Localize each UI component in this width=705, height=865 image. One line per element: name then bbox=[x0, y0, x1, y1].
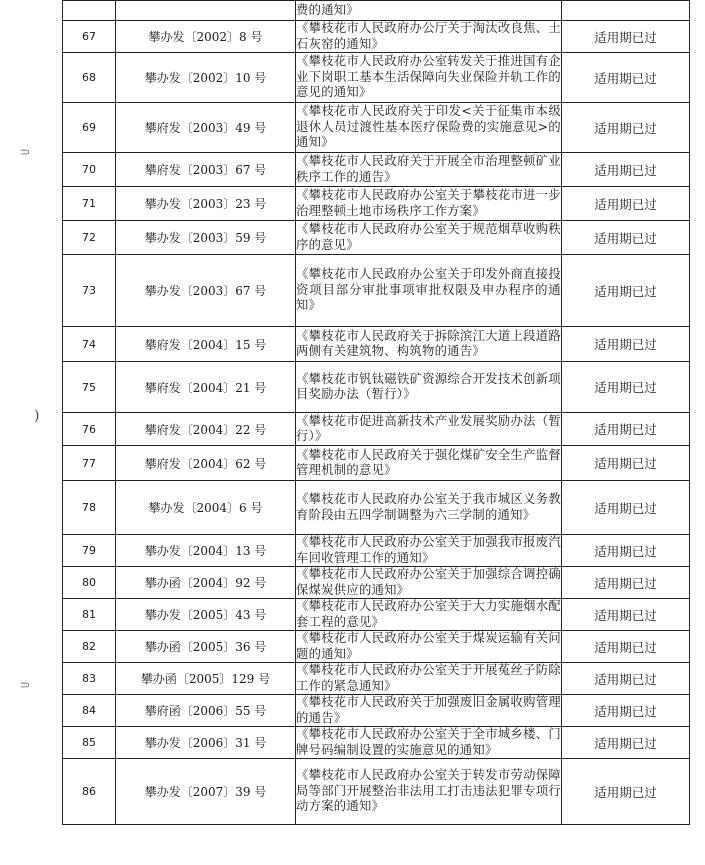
status-cell: 适用期已过 bbox=[562, 103, 690, 153]
doc-title: 《攀枝花市人民政府关于强化煤矿安全生产监督管理机制的意见》 bbox=[296, 446, 562, 481]
doc-title: 《攀枝花市人民政府办公室关于我市城区义务教育阶段由五四学制调整为六三学制的通知》 bbox=[296, 481, 562, 535]
doc-number: 攀办发〔2005〕43 号 bbox=[116, 599, 296, 631]
status-cell: 适用期已过 bbox=[562, 21, 690, 53]
row-number: 77 bbox=[63, 446, 116, 481]
doc-number: 攀办发〔2003〕67 号 bbox=[116, 255, 296, 327]
table-row bbox=[63, 663, 690, 695]
binding-mark-icon: ⸧ bbox=[18, 145, 32, 161]
doc-number: 攀府发〔2004〕21 号 bbox=[116, 362, 296, 413]
status-cell: 适用期已过 bbox=[562, 631, 690, 663]
table-row bbox=[63, 327, 690, 362]
doc-title: 《攀枝花市人民政府办公室关于加强我市报废汽车回收管理工作的通知》 bbox=[296, 535, 561, 565]
table-row bbox=[63, 695, 690, 727]
table-row bbox=[63, 187, 690, 221]
status-cell: 适用期已过 bbox=[562, 695, 690, 727]
table-row bbox=[63, 221, 690, 255]
table-row bbox=[63, 21, 690, 53]
row-number: 83 bbox=[63, 663, 116, 695]
status-cell: 适用期已过 bbox=[562, 663, 690, 695]
row-number: 79 bbox=[63, 535, 116, 567]
table-row bbox=[63, 53, 690, 103]
doc-title: 《攀枝花市人民政府办公室关于开展菟丝子防除工作的紧急通知》 bbox=[296, 663, 561, 693]
row-number: 73 bbox=[63, 255, 116, 327]
doc-title: 《攀枝花市人民政府关于开展全市治理整顿矿业秩序工作的通告》 bbox=[296, 153, 562, 187]
doc-number: 攀府函〔2006〕55 号 bbox=[116, 695, 296, 727]
doc-title: 《攀枝花市人民政府办公厅关于淘汰改良焦、土石灰窑的通知》 bbox=[296, 21, 561, 51]
doc-title: 《攀枝花市人民政府办公室转发关于推进国有企业下岗职工基本生活保障向失业保险并轨工作的意见的通知》 bbox=[296, 53, 562, 103]
status-cell: 适用期已过 bbox=[562, 255, 690, 327]
status-cell: 适用期已过 bbox=[562, 53, 690, 103]
row-number: 74 bbox=[63, 327, 116, 362]
table-row bbox=[63, 413, 690, 446]
table-row bbox=[63, 362, 690, 413]
doc-number: 攀办发〔2002〕10 号 bbox=[116, 53, 296, 103]
status-cell: 适用期已过 bbox=[562, 153, 690, 187]
status-cell: 适用期已过 bbox=[562, 567, 690, 599]
binding-mark-icon: ⸧ bbox=[18, 678, 32, 694]
row-number: 68 bbox=[63, 53, 116, 103]
doc-number bbox=[116, 1, 296, 21]
doc-title: 《攀枝花市人民政府办公室关于印发外商直接投资项目部分审批事项审批权限及申办程序的通知》 bbox=[296, 255, 562, 327]
row-number: 86 bbox=[63, 759, 116, 825]
doc-number: 攀办发〔2002〕8 号 bbox=[116, 21, 296, 53]
status-cell: 适用期已过 bbox=[562, 481, 690, 535]
status-cell: 适用期已过 bbox=[562, 446, 690, 481]
status-cell: 适用期已过 bbox=[562, 413, 690, 446]
doc-number: 攀办函〔2004〕92 号 bbox=[116, 567, 296, 599]
doc-title: 《攀枝花市人民政府办公室关于攀枝花市进一步治理整顿土地市场秩序工作方案》 bbox=[296, 187, 562, 221]
table-row bbox=[63, 446, 690, 481]
table-row bbox=[63, 727, 690, 759]
doc-number: 攀办发〔2003〕59 号 bbox=[116, 221, 296, 255]
status-cell: 适用期已过 bbox=[562, 327, 690, 362]
doc-number: 攀办函〔2005〕129 号 bbox=[116, 663, 296, 695]
status-cell: 适用期已过 bbox=[562, 759, 690, 825]
doc-title: 《攀枝花市人民政府办公室关于全市城乡楼、门牌号码编制设置的实施意见的通知》 bbox=[296, 727, 561, 757]
row-number: 78 bbox=[63, 481, 116, 535]
doc-number: 攀府发〔2004〕22 号 bbox=[116, 413, 296, 446]
table-row bbox=[63, 535, 690, 567]
doc-title: 费的通知》 bbox=[296, 1, 562, 21]
status-cell: 适用期已过 bbox=[562, 362, 690, 413]
row-number: 81 bbox=[63, 599, 116, 631]
row-number: 69 bbox=[63, 103, 116, 153]
row-number: 72 bbox=[63, 221, 116, 255]
doc-title: 《攀枝花市人民政府关于拆除滨江大道上段道路两侧有关建筑物、构筑物的通告》 bbox=[296, 327, 562, 362]
table-row bbox=[63, 103, 690, 153]
status-cell bbox=[562, 1, 690, 21]
row-number: 80 bbox=[63, 567, 116, 599]
row-number: 71 bbox=[63, 187, 116, 221]
table-row bbox=[63, 481, 690, 535]
binding-mark-icon: ) bbox=[34, 408, 40, 424]
row-number: 76 bbox=[63, 413, 116, 446]
doc-number: 攀府发〔2004〕15 号 bbox=[116, 327, 296, 362]
doc-title: 《攀枝花市人民政府关于印发<关于征集市本级退休人员过渡性基本医疗保险费的实施意见>的通知》 bbox=[296, 103, 562, 153]
row-number: 75 bbox=[63, 362, 116, 413]
table-row bbox=[63, 599, 690, 631]
table-row bbox=[63, 631, 690, 663]
status-cell: 适用期已过 bbox=[562, 535, 690, 567]
status-cell: 适用期已过 bbox=[562, 599, 690, 631]
table-row bbox=[63, 567, 690, 599]
doc-number: 攀府发〔2003〕49 号 bbox=[116, 103, 296, 153]
doc-title: 《攀枝花市促进高新技术产业发展奖励办法（暂行）》 bbox=[296, 413, 562, 446]
doc-number: 攀办函〔2005〕36 号 bbox=[116, 631, 296, 663]
status-cell: 适用期已过 bbox=[562, 221, 690, 255]
doc-title: 《攀枝花市人民政府办公室关于大力实施烟水配套工程的意见》 bbox=[296, 599, 561, 629]
doc-number: 攀办发〔2003〕23 号 bbox=[116, 187, 296, 221]
doc-title: 《攀枝花市人民政府办公室关于转发市劳动保障局等部门开展整治非法用工打击违法犯罪专项行动方案的通知》 bbox=[296, 759, 562, 825]
row-number: 84 bbox=[63, 695, 116, 727]
doc-number: 攀府发〔2004〕62 号 bbox=[116, 446, 296, 481]
doc-title: 《攀枝花市人民政府关于加强废旧金属收购管理的通告》 bbox=[296, 695, 561, 725]
table-row bbox=[63, 759, 690, 825]
table-row bbox=[63, 1, 690, 21]
doc-title: 《攀枝花市人民政府办公室关于煤炭运输有关问题的通知》 bbox=[296, 631, 561, 661]
doc-number: 攀府发〔2003〕67 号 bbox=[116, 153, 296, 187]
doc-number: 攀办发〔2006〕31 号 bbox=[116, 727, 296, 759]
doc-number: 攀办发〔2004〕13 号 bbox=[116, 535, 296, 567]
doc-title: 《攀枝花市人民政府办公室关于规范烟草收购秩序的意见》 bbox=[296, 221, 562, 255]
status-cell: 适用期已过 bbox=[562, 187, 690, 221]
doc-title: 《攀枝花市人民政府办公室关于加强综合调控确保煤炭供应的通知》 bbox=[296, 567, 561, 597]
regulation-table bbox=[62, 0, 690, 825]
row-number: 82 bbox=[63, 631, 116, 663]
row-number: 70 bbox=[63, 153, 116, 187]
doc-title: 《攀枝花市钒钛磁铁矿资源综合开发技术创新项目奖励办法（暂行）》 bbox=[296, 362, 562, 413]
row-number: 67 bbox=[63, 21, 116, 53]
table-row bbox=[63, 255, 690, 327]
table-row bbox=[63, 153, 690, 187]
status-cell: 适用期已过 bbox=[562, 727, 690, 759]
row-number bbox=[63, 1, 116, 21]
row-number: 85 bbox=[63, 727, 116, 759]
doc-number: 攀办发〔2004〕6 号 bbox=[116, 481, 296, 535]
doc-number: 攀办发〔2007〕39 号 bbox=[116, 759, 296, 825]
